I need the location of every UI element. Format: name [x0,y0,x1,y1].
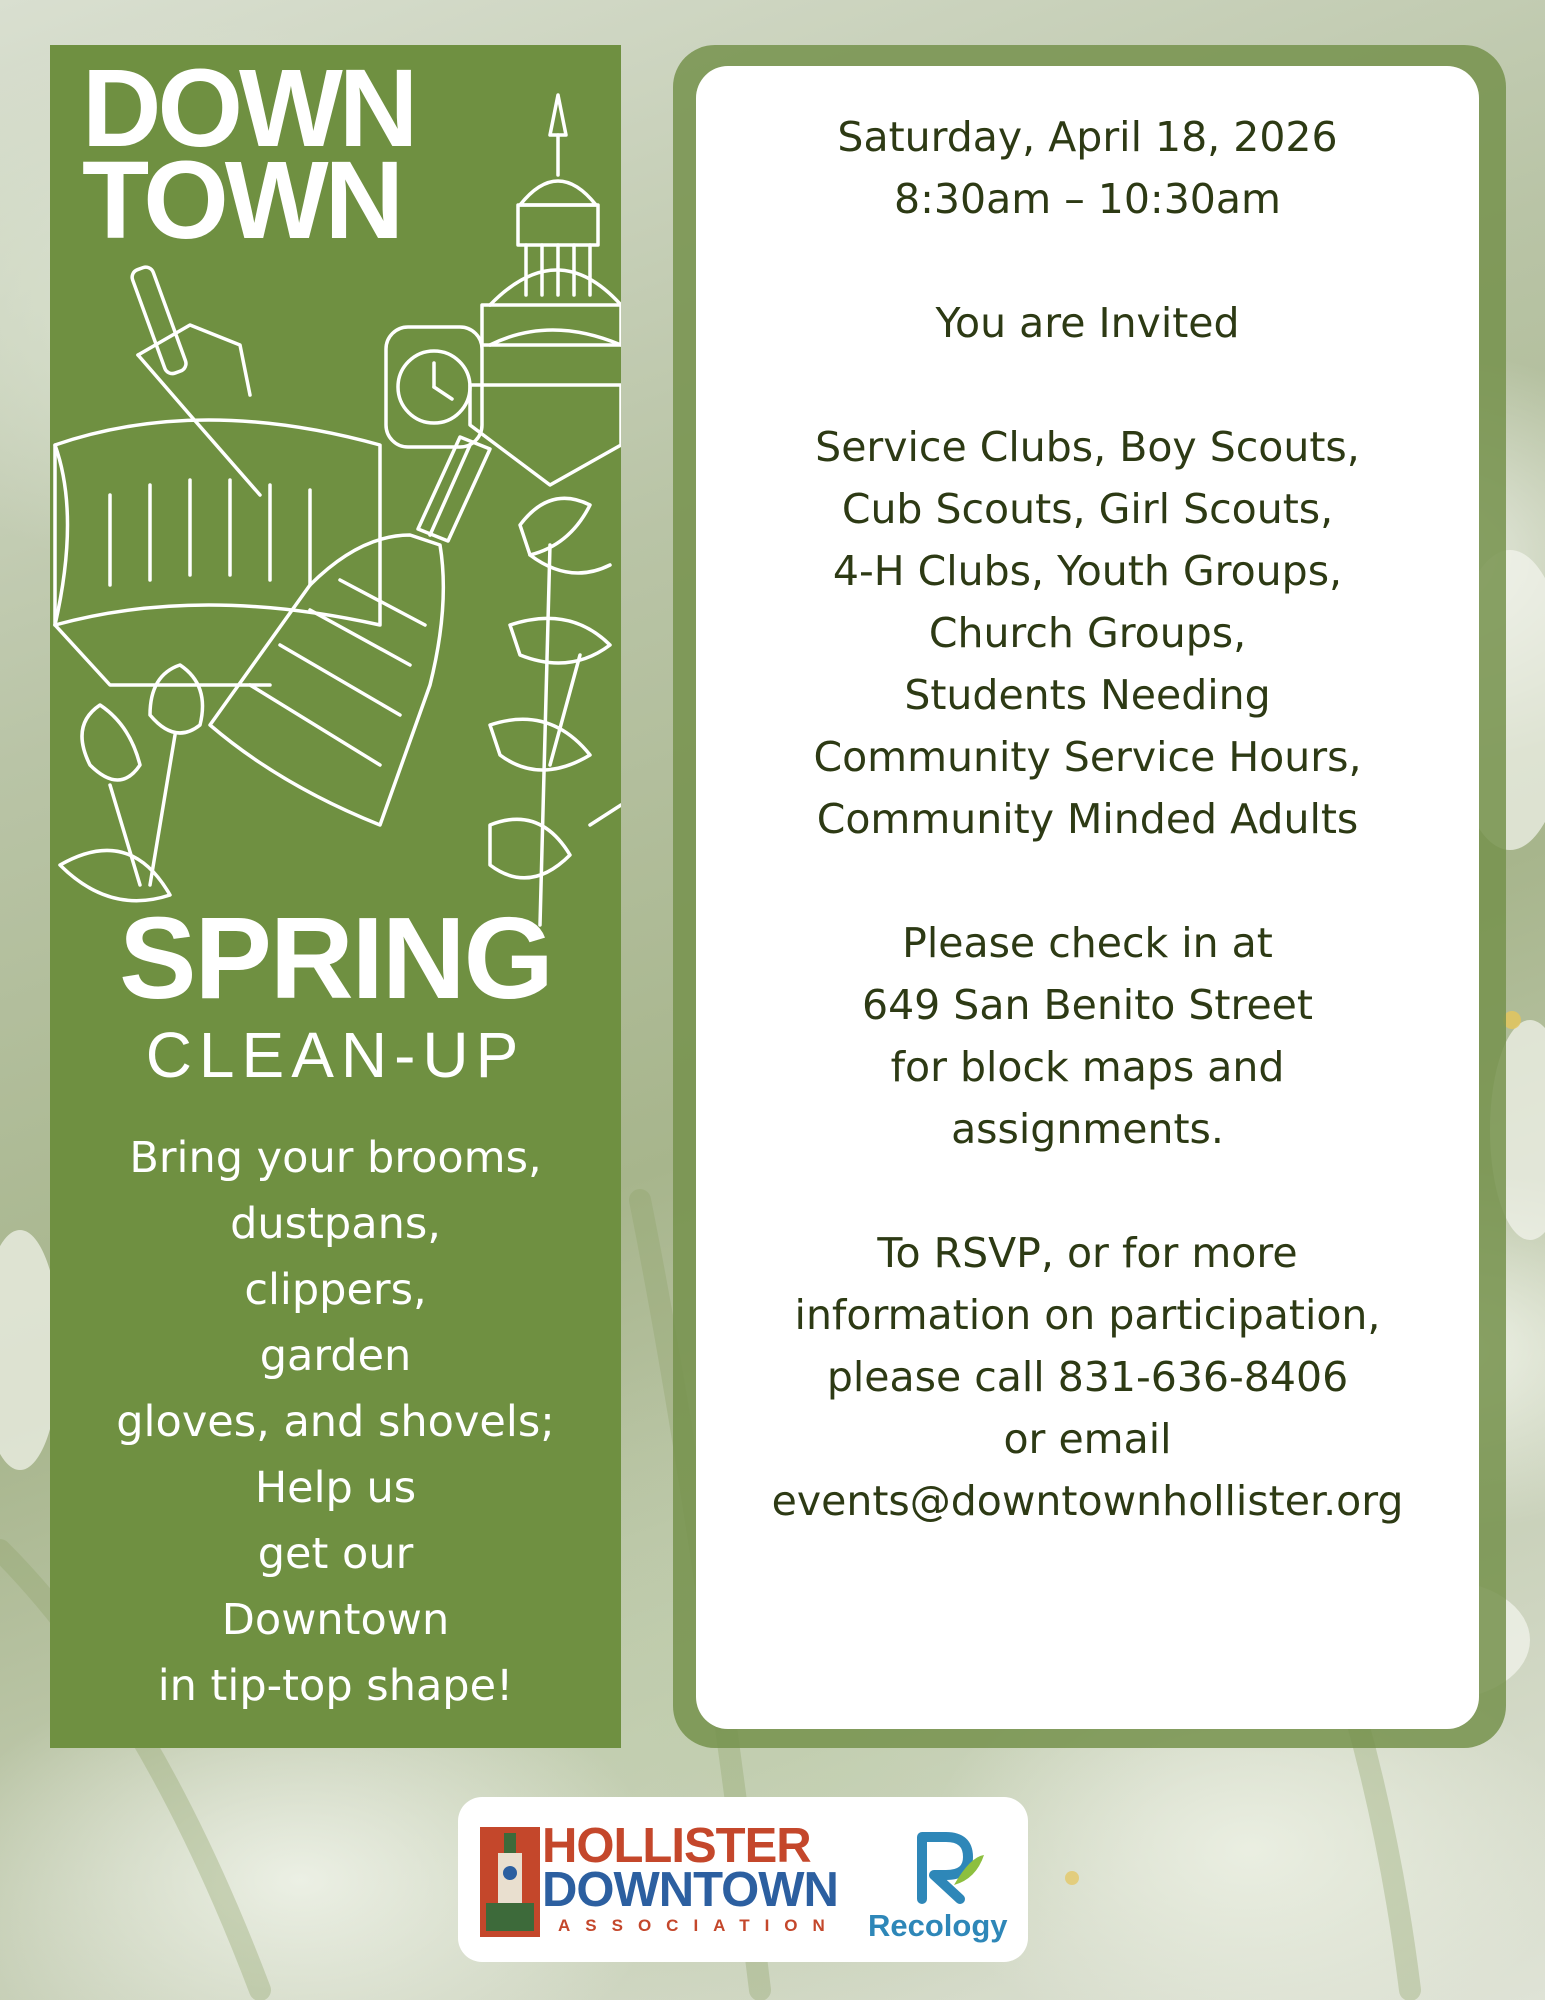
hda-logo-line3: ASSOCIATION [558,1916,840,1935]
bring-line: garden [259,1331,412,1381]
recology-r-icon [910,1827,986,1907]
group-line: Community Service Hours, [813,733,1362,781]
left-green-panel [50,45,621,1748]
checkin-line: for block maps and [890,1043,1285,1091]
group-line: Students Needing [904,671,1271,719]
bring-line: Bring your brooms, [129,1133,542,1183]
rsvp-line: or email [1003,1415,1172,1463]
event-date: Saturday, April 18, 2026 [837,113,1338,161]
cleanup-heading: CLEAN-UP [145,1019,526,1091]
lily-flowers-icon [490,498,621,925]
checkin-line: Please check in at [902,919,1273,967]
hda-logo-line1: HOLLISTER [542,1819,811,1873]
event-time: 8:30am – 10:30am [894,175,1281,223]
hollister-tower-icon [480,1827,540,1937]
checkin-address: 649 San Benito Street [862,981,1313,1029]
downtown-title-line2: TOWN [82,139,401,262]
spacer [696,354,1479,416]
rsvp-phone: please call 831-636-8406 [826,1353,1349,1401]
group-line: 4-H Clubs, Youth Groups, [832,547,1343,595]
cleanup-tools-illustration [50,47,621,945]
bring-supplies-text [60,1125,611,1719]
event-details-text [696,106,1479,1532]
group-line: Community Minded Adults [816,795,1359,843]
group-line: Service Clubs, Boy Scouts, [815,423,1360,471]
group-line: Cub Scouts, Girl Scouts, [841,485,1334,533]
spacer [696,1160,1479,1222]
bring-line: Downtown [221,1595,450,1645]
checkin-line: assignments. [951,1105,1224,1153]
clock-icon [386,327,482,447]
recology-logo-text: Recology [868,1908,1008,1943]
spacer [696,850,1479,912]
spring-heading: SPRING [119,893,552,1023]
bring-line: Help us [254,1463,417,1513]
bring-line: clippers, [244,1265,427,1315]
rsvp-line: information on participation, [794,1291,1381,1339]
spacer [696,230,1479,292]
details-card [696,66,1479,1729]
bring-line: gloves, and shovels; [116,1397,555,1447]
hda-logo-line2: DOWNTOWN [542,1863,838,1917]
bring-line: in tip-top shape! [157,1661,514,1711]
group-line: Church Groups, [928,609,1247,657]
tulip-icon [60,665,203,901]
rsvp-email: events@downtownhollister.org [771,1477,1404,1525]
bring-line: dustpans, [230,1199,441,1249]
rsvp-line: To RSVP, or for more [877,1229,1298,1277]
broom-icon [210,437,490,825]
downtown-title-line1: DOWN [82,47,415,170]
sponsor-logos [458,1797,1028,1962]
invite-heading: You are Invited [935,299,1240,347]
bring-line: get our [257,1529,414,1579]
courthouse-dome-icon [470,95,621,485]
